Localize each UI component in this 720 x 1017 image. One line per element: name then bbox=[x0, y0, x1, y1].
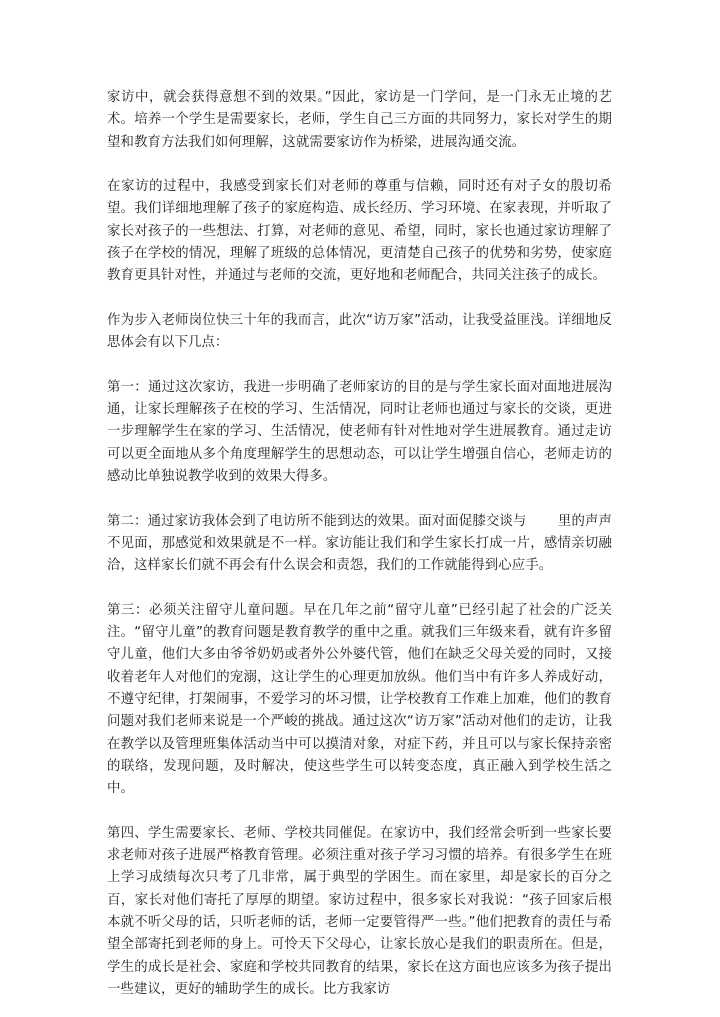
paragraph-3: 作为步入老师岗位快三十年的我而言，此次“访万家”活动，让我受益匪浅。详细地反思体会有以下几点： bbox=[107, 312, 612, 351]
paragraph-7: 第四、学生需要家长、老师、学校共同催促。在家访中，我们经常会听到一些家长要求老师对孩子进展严格教育管理。必须注重对孩子学习习惯的培养。有很多学生在班上学习成绩每次只考了几非常，属于典型的学困生。而在家里，却是家长的百分之百，家长对他们寄托了厚厚的期望。家访过程中，很多家长对我说：“孩子回家后根本就不听父母的话，只听老师的话，老师一定要管得严一些。”他们把教育的责任与希望全部寄托到老师的身上。可怜天下父母心，让家长放心是我们的职责所在。但是，学生的成长是社会、家庭和学校共同教育的结果，家长在这方面也应该多为孩子提出一些建议，更好的辅助学生的成长。比方我家访 bbox=[107, 825, 612, 997]
paragraph-6: 第三：必须关注留守儿童问题。早在几年之前“留守儿童”已经引起了社会的广泛关注。“留守儿童”的教育问题是教育教学的重中之重。就我们三年级来看，就有许多留守儿童，他们大多由爷爷奶奶或者外公外婆代管，他们在缺乏父母关爱的同时，又接收着老年人对他们的宠溺，这让学生的心理更加放纵。他们当中有许多人养成好动，不遵守纪律，打架闹事，不爱学习的坏习惯，让学校教育工作难上加难，他们的教育问题对我们老师来说是一个严峻的挑战。通过这次“访万家”活动对他们的走访，让我在教学以及管理班集体活动当中可以摸清对象，对症下药，并且可以与家长保持亲密的联络，发现问题，及时解决，使这些学生可以转变态度，真正融入到学校生活之中。 bbox=[107, 602, 612, 797]
document-body bbox=[107, 87, 612, 1001]
paragraph-5: 第二：通过家访我体会到了电访所不能到达的效果。面对面促膝交谈与 里的声声不见面，那感觉和效果就是不一样。家访能让我们和学生家长打成一片，感情亲切融洽，这样家长们就不再会有什么误会和责怨，我们的工作就能得到心应手。 bbox=[107, 513, 612, 574]
paragraph-1: 家访中，就会获得意想不到的效果。”因此，家访是一门学问，是一门永无止境的艺术。培养一个学生是需要家长，老师，学生自己三方面的共同努力，家长对学生的期望和教育方法我们如何理解，这就需要家访作为桥梁，进展沟通交流。 bbox=[107, 90, 612, 150]
paragraph-2: 在家访的过程中，我感受到家长们对老师的尊重与信赖，同时还有对子女的殷切希望。我们详细地理解了孩子的家庭构造、成长经历、学习环境、在家表现，并听取了家长对孩子的一些想法、打算，对老师的意见、希望，同时，家长也通过家访理解了孩子在学校的情况，理解了班级的总体情况，更清楚自己孩子的优势和劣势，使家庭教育更具针对性，并通过与老师的交流，更好地和老师配合，共同关注孩子的成长。 bbox=[107, 179, 612, 284]
paragraph-4: 第一：通过这次家访，我进一步明确了老师家访的目的是与学生家长面对面地进展沟通，让家长理解孩子在校的学习、生活情况，同时让老师也通过与家长的交谈，更进一步理解学生在家的学习、生活情况，使老师有针对性地对学生进展教育。通过走访可以更全面地从多个角度理解学生的思想动态，可以让学生增强自信心，老师走访的感动比单独说教学收到的效果大得多。 bbox=[107, 379, 612, 485]
